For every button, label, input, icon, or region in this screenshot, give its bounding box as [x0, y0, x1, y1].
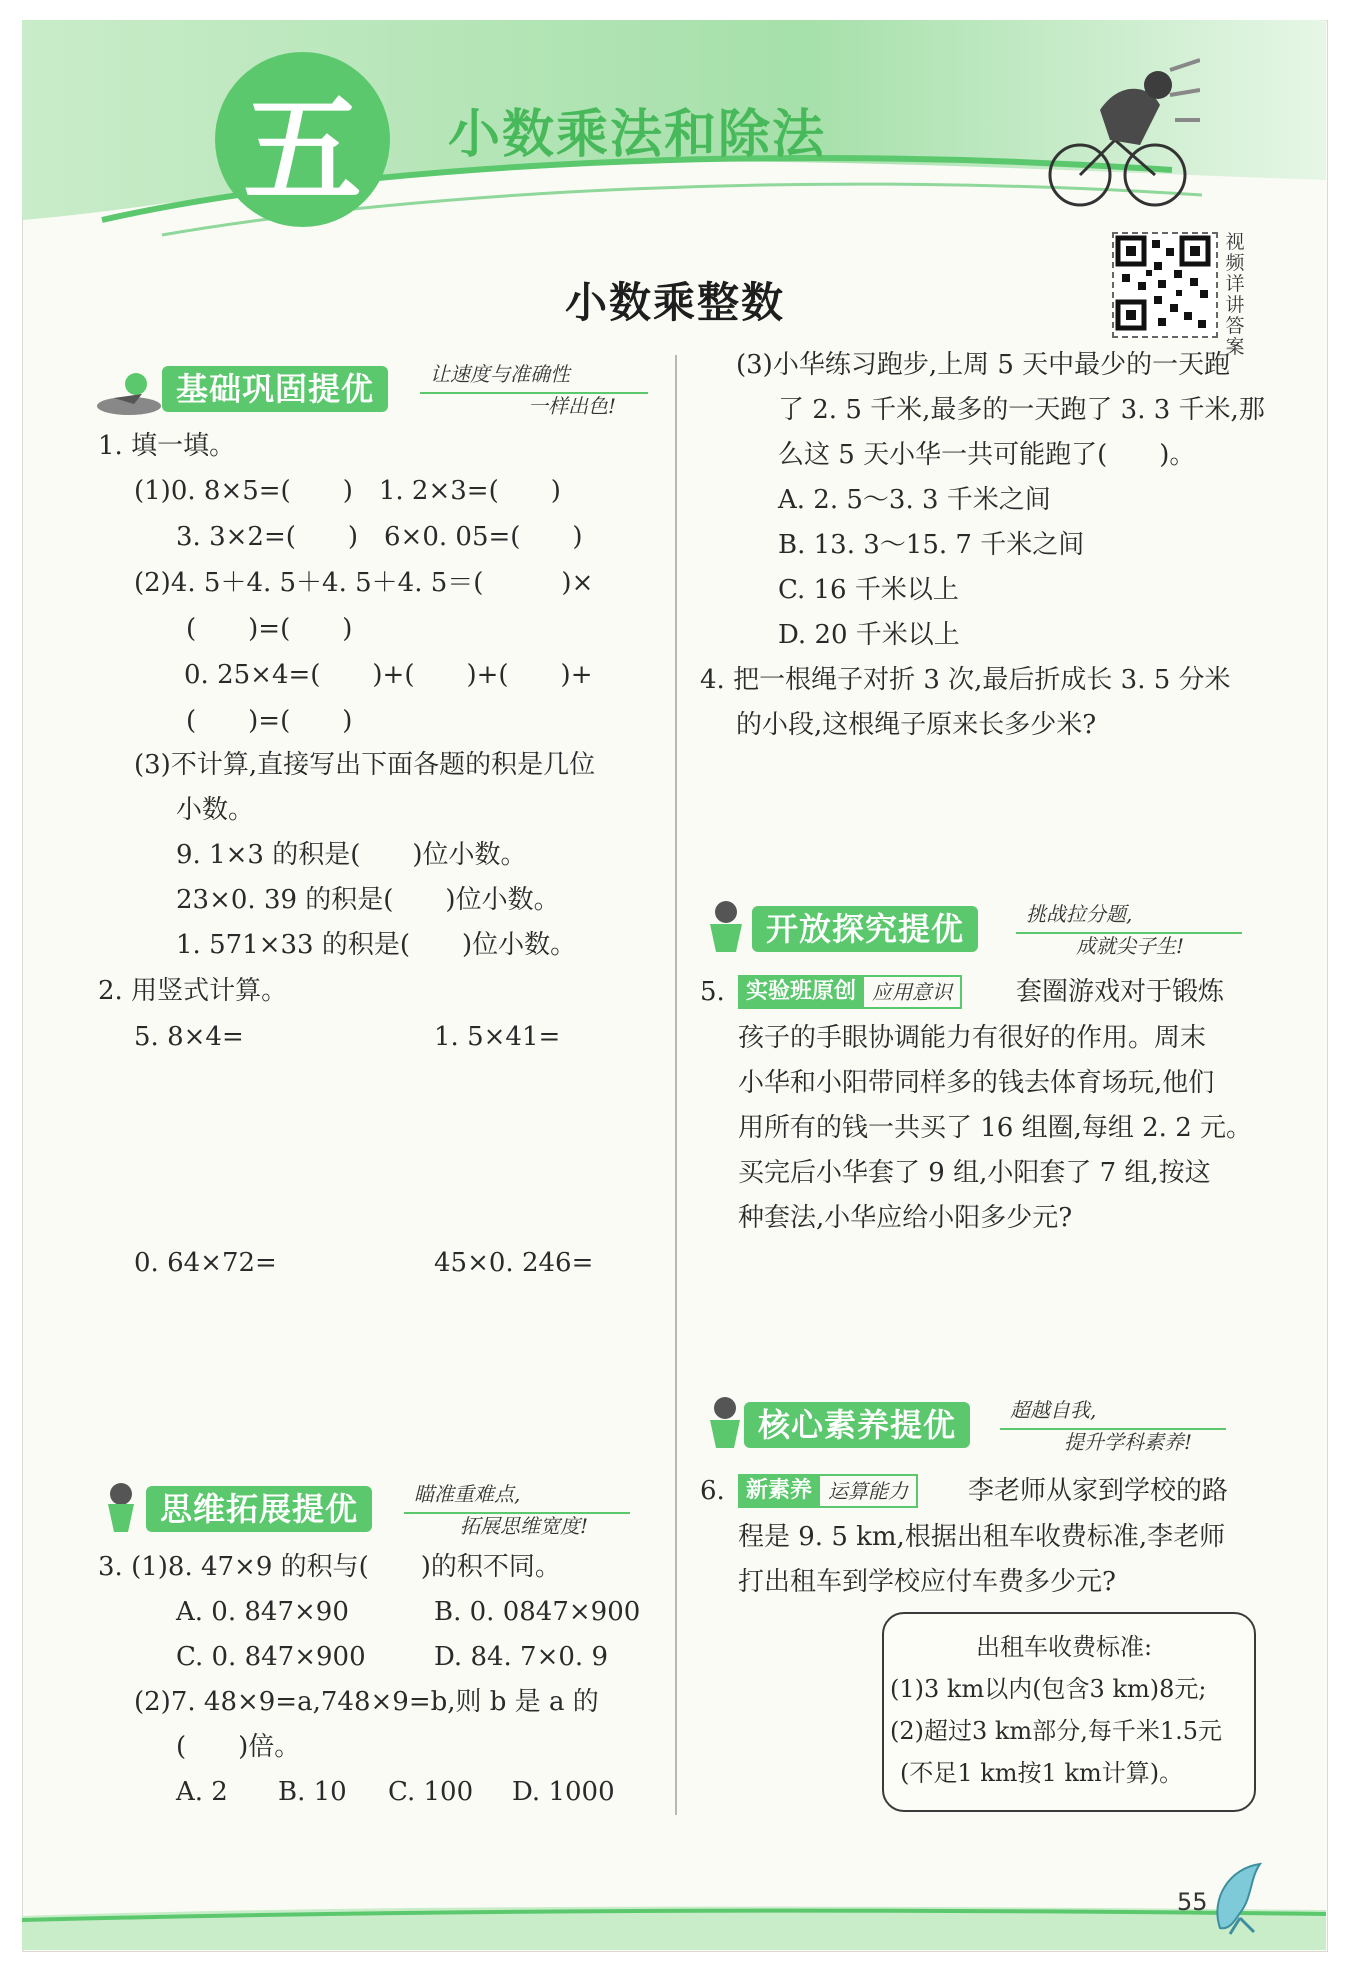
section-core-underline: [1000, 1428, 1226, 1430]
section-thinking-note-1: 瞄准重难点,: [414, 1482, 521, 1506]
q3-p3-line-c: 么这 5 天小华一共可能跑了( )。: [778, 440, 1196, 470]
q5-number: 5.: [700, 977, 725, 1007]
taxi-fare-rule-1: (1)3 km以内(包含3 km)8元;: [890, 1675, 1207, 1703]
q5-tags: [738, 975, 962, 1009]
q3-p3-line-a: (3)小华练习跑步,上周 5 天中最少的一天跑: [736, 350, 1231, 380]
q5-line-5: 买完后小华套了 9 组,小阳套了 7 组,按这: [738, 1158, 1211, 1188]
q1-p3-line-e: 1. 571×33 的积是( )位小数。: [176, 930, 577, 960]
q3-p1-option-c: C. 0. 847×900: [176, 1642, 366, 1672]
q3-p3-option-c: C. 16 千米以上: [778, 575, 959, 605]
q3-p2-line-b: ( )倍。: [176, 1732, 301, 1762]
q4-line-1: 4. 把一根绳子对折 3 次,最后折成长 3. 5 分米: [700, 665, 1231, 695]
q4-line-2: 的小段,这根绳子原来长多少米?: [736, 710, 1097, 740]
section-thinking-underline: [404, 1512, 630, 1514]
cyclist-illustration: [1040, 50, 1200, 220]
dolphin-icon: [1210, 1858, 1270, 1938]
q5-line-1: 套圈游戏对于锻炼: [1016, 977, 1225, 1007]
q5-tag-application: 应用意识: [864, 975, 962, 1009]
chapter-title: 小数乘法和除法: [448, 105, 827, 165]
section-basic-note-1: 让速度与准确性: [430, 362, 570, 386]
q3-p2-line-a: (2)7. 48×9=a,748×9=b,则 b 是 a 的: [134, 1687, 599, 1717]
q1-stem: 1. 填一填。: [98, 431, 236, 461]
q3-p1-stem: 3. (1)8. 47×9 的积与( )的积不同。: [98, 1552, 561, 1582]
q6-line-2: 程是 9. 5 km,根据出租车收费标准,李老师: [738, 1522, 1226, 1552]
section-core-note-1: 超越自我,: [1010, 1398, 1097, 1422]
q3-p2-option-c: C. 100: [388, 1777, 474, 1807]
q5-tag-original: 实验班原创: [738, 975, 864, 1009]
taxi-fare-title: 出租车收费标准:: [976, 1633, 1153, 1661]
q1-p2-line-a: (2)4. 5＋4. 5＋4. 5＋4. 5＝( )×: [134, 568, 594, 598]
section-basic-underline: [420, 392, 648, 394]
section-core-title: 核心素养提优: [744, 1402, 970, 1448]
q1-p3-line-d: 23×0. 39 的积是( )位小数。: [176, 885, 560, 915]
qr-label: 视频详讲答案: [1225, 231, 1245, 358]
section-open-underline: [1016, 932, 1242, 934]
q5-line-2: 孩子的手眼协调能力有很好的作用。周末: [738, 1023, 1207, 1053]
q3-p2-option-a: A. 2: [176, 1777, 228, 1807]
q1-p3-line-c: 9. 1×3 的积是( )位小数。: [176, 840, 527, 870]
section-core-note-2: 提升学科素养!: [1064, 1430, 1193, 1454]
page-number: 55: [1177, 1888, 1208, 1916]
q3-p3-option-d: D. 20 千米以上: [778, 620, 960, 650]
q3-p2-option-b: B. 10: [278, 1777, 347, 1807]
q3-p1-option-a: A. 0. 847×90: [176, 1597, 349, 1627]
q2-expr-2: 1. 5×41=: [434, 1022, 561, 1052]
mascot-icon: [94, 368, 164, 418]
q1-p3-line-a: (3)不计算,直接写出下面各题的积是几位: [134, 750, 596, 780]
q1-p2-line-b: ( )=( ): [186, 614, 353, 644]
q3-p2-option-d: D. 1000: [512, 1777, 615, 1807]
q5-line-3: 小华和小阳带同样多的钱去体育场玩,他们: [738, 1068, 1215, 1098]
q2-expr-3: 0. 64×72=: [134, 1248, 277, 1278]
section-thinking-title: 思维拓展提优: [146, 1486, 372, 1532]
chapter-number-badge: 五: [215, 52, 390, 227]
lesson-title: 小数乘整数: [564, 278, 785, 327]
q6-tags: [738, 1474, 918, 1508]
q2-stem: 2. 用竖式计算。: [98, 976, 288, 1006]
section-open-note-1: 挑战拉分题,: [1026, 902, 1133, 926]
footer-decoration: [22, 1896, 1326, 1950]
q1-p1-line-a: (1)0. 8×5=( ) 1. 2×3=( ): [134, 476, 561, 506]
section-basic-title: 基础巩固提优: [162, 366, 388, 412]
q1-p2-line-d: ( )=( ): [186, 706, 353, 736]
q3-p3-option-a: A. 2. 5～3. 3 千米之间: [778, 485, 1051, 515]
column-divider: [675, 355, 677, 1815]
q6-tag-operation: 运算能力: [820, 1474, 918, 1508]
q3-p1-option-b: B. 0. 0847×900: [434, 1597, 641, 1627]
section-thinking-note-2: 拓展思维宽度!: [460, 1514, 589, 1538]
taxi-fare-rule-2: (2)超过3 km部分,每千米1.5元: [890, 1717, 1222, 1745]
q1-p1-line-b: 3. 3×2=( ) 6×0. 05=( ): [176, 522, 583, 552]
q6-number: 6.: [700, 1476, 725, 1506]
taxi-fare-rule-3: (不足1 km按1 km计算)。: [900, 1759, 1184, 1787]
q5-line-4: 用所有的钱一共买了 16 组圈,每组 2. 2 元。: [738, 1113, 1253, 1143]
q3-p1-option-d: D. 84. 7×0. 9: [434, 1642, 609, 1672]
qr-code-icon: [1114, 234, 1212, 332]
qr-code[interactable]: [1112, 232, 1218, 338]
q3-p3-option-b: B. 13. 3～15. 7 千米之间: [778, 530, 1085, 560]
q1-p2-line-c: 0. 25×4=( )+( )+( )+: [184, 660, 593, 690]
q5-line-6: 种套法,小华应给小阳多少元?: [738, 1203, 1073, 1233]
q6-line-3: 打出租车到学校应付车费多少元?: [738, 1567, 1116, 1597]
q6-tag-literacy: 新素养: [738, 1474, 820, 1508]
section-open-title: 开放探究提优: [752, 906, 978, 952]
q3-p3-line-b: 了 2. 5 千米,最多的一天跑了 3. 3 千米,那: [778, 395, 1265, 425]
q2-expr-4: 45×0. 246=: [434, 1248, 594, 1278]
section-basic-note-2: 一样出色!: [528, 394, 617, 418]
mascot-icon: [700, 1394, 750, 1452]
section-open-note-2: 成就尖子生!: [1076, 934, 1185, 958]
mascot-icon: [96, 1480, 146, 1538]
q2-expr-1: 5. 8×4=: [134, 1022, 244, 1052]
mascot-icon: [700, 898, 752, 956]
q6-line-1: 李老师从家到学校的路: [968, 1476, 1229, 1506]
q1-p3-line-b: 小数。: [176, 795, 255, 825]
